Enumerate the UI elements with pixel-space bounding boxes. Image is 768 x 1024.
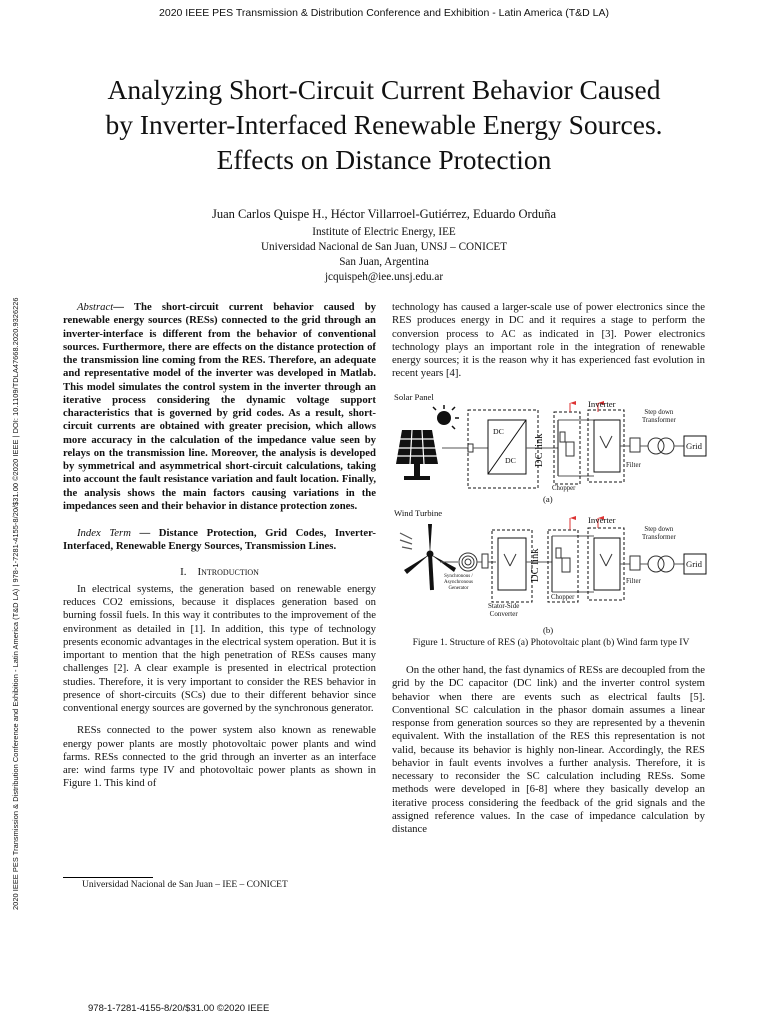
chopper-label-a: Chopper: [552, 485, 576, 492]
figure-1: [392, 390, 710, 652]
copyright-line: 978-1-7281-4155-8/20/$31.00 ©2020 IEEE: [88, 1003, 270, 1014]
wind-turbine-label: Wind Turbine: [394, 508, 443, 518]
dc-link-label-b: DC link: [530, 548, 541, 582]
dc-link-label-a: DC link: [534, 433, 545, 467]
inverter-label-b: Inverter: [588, 515, 616, 525]
figure-caption: Figure 1. Structure of RES (a) Photovoltaic plant (b) Wind farm type IV: [412, 637, 690, 648]
abstract-text: — The short-circuit current behavior caused by renewable energy sources (RESs) connected to the grid through an inverter-interface is different from the behavior of conventional sources. Furthermore, there are effects on the distance protection of the transmission line coming from the RES. Therefore, an adequate and representative model of the inverter was developed in Matlab. This model simulates the control system in the inverter through an iterative process considering the dynamic voltage support characteristics that is governed by grid codes. As a result, short-circuit currents are obtained with greater precision, which allows more accuracy in the calculation of the impedance value seen by relays on the transmission line. Moreover, the analysis is developed by symmetrical and asymmetrical short-circuit calculations, taking into account the fault resistance variation and fault location. Finally, the analysis shows the main factors causing variations in the impedances seen and their behavior in distance protection zones.: [63, 301, 376, 512]
left-column: [63, 301, 376, 791]
abstract: [63, 301, 376, 513]
dc-label-top-a: DC: [493, 427, 504, 436]
step-down-label-a: Step down Transformer: [642, 409, 676, 424]
title-line: by Inverter-Interfaced Renewable Energy Sources.: [105, 109, 663, 140]
right-column-top: [392, 301, 705, 381]
intro-paragraph: In electrical systems, the generation based on renewable energy reduces CO2 emissions, because it displaces generation based on burning fossil fuels. In this way it contributes to the improvement of the environment as detailed in [1]. In addition, this type of technology presents economic advantages in the electrical system operation. But it is important to mention that the high penetration of RESs causes many challenges [2]. A clear example is presented in electrical protection studies. Therefore, it is very important to consider the RES behavior in presence of short-circuits (SCs) due to their different behavior since conventional energy sources are governed by the synchronous generator.: [63, 582, 376, 714]
paper-title: [40, 72, 728, 177]
footnote-rule: [63, 877, 153, 878]
affiliation: [0, 225, 768, 285]
chopper-label-b: Chopper: [551, 594, 575, 601]
intro-paragraph: RESs connected to the power system also known as renewable energy power plants are mostly photovoltaic power plants and wind farms. RESs connected to the grid through an inverter as an interface are: wind farms type IV and photovoltaic power plants as shown in Figure 1. This kind of: [63, 724, 376, 790]
index-terms-text: — Distance Protection, Grid Codes, Inverter-Interfaced, Renewable Energy Sources, Transmission Lines.: [63, 527, 376, 553]
dc-label-bottom-a: DC: [505, 456, 516, 465]
solar-panel-icon: [396, 405, 459, 480]
index-terms-label: Index Term: [77, 527, 131, 539]
affiliation-line: San Juan, Argentina: [339, 256, 429, 268]
subfigure-a-label: (a): [543, 494, 553, 504]
affiliation-line: Institute of Electric Energy, IEE: [312, 226, 456, 238]
footnote: Universidad Nacional de San Juan – IEE – CONICET: [82, 880, 288, 890]
side-identifier-text: 2020 IEEE PES Transmission & Distribution Conference and Exhibition - Latin America (T&D LA) | 978-1-7281-4155-8/20/$31.00 ©2020 IEEE | DOI: 10.1109/TDLA47668.2020.9326226: [11, 297, 20, 910]
generator-label: Synchronous / Asynchronous Generator: [444, 574, 473, 591]
index-terms: [63, 527, 376, 554]
authors: Juan Carlos Quispe H., Héctor Villarroel-Gutiérrez, Eduardo Orduña: [211, 207, 557, 221]
section-number: I.: [180, 565, 187, 578]
affiliation-line: Universidad Nacional de San Juan, UNSJ – CONICET: [260, 241, 508, 253]
filter-label-a: Filter: [626, 462, 641, 469]
subfigure-b-label: (b): [543, 625, 554, 635]
abstract-label: Abstract: [77, 301, 114, 313]
solar-panel-label: Solar Panel: [394, 392, 434, 402]
inverter-label-a: Inverter: [588, 399, 616, 409]
filter-label-b: Filter: [626, 578, 641, 585]
section-title: Introduction: [197, 565, 259, 578]
stator-side-converter-label: Stator-Side Converter: [488, 602, 520, 618]
title-line: Analyzing Short-Circuit Current Behavior Caused: [107, 74, 661, 105]
section-heading: [63, 566, 376, 579]
step-down-label-b: Step down Transformer: [642, 526, 676, 541]
grid-label-a: Grid: [686, 441, 702, 451]
grid-label-b: Grid: [686, 559, 702, 569]
body-paragraph: On the other hand, the fast dynamics of RESs are decoupled from the grid by the DC capacitor (DC link) and the inverter control system behavior when there are events such as electrical faults [5]. Conventional SC calculation in the phasor domain assumes a linear response from generation sources so they are represented by a thevenin equivalent. With the installation of the RES this representation is not valid, because its behavior is highly non-linear. Accordingly, the RES behavior in fault events involves a further analysis. Therefore, it is necessary to reconsider the SC calculation including RESs. Some methods were developed in [6-8] where they basically develop an iterative process considering the feedback of the grid signals and the assigned reference values. In the case of impedance calculation by distance: [392, 664, 705, 835]
title-line: Effects on Distance Protection: [216, 144, 552, 175]
body-paragraph: technology has caused a larger-scale use of power electronics since the RES produces energy in DC and it requires a stage to perform the conversion process to AC as indicated in [3]. Power electronics technology plays an important role in the integration of renewable energy sources; it is the reason why it has experienced fast evolution in recent years [4].: [392, 301, 705, 380]
conference-header: 2020 IEEE PES Transmission & Distribution Conference and Exhibition - Latin America (T&D LA): [159, 7, 609, 19]
author-email: jcquispeh@iee.unsj.edu.ar: [324, 271, 444, 283]
right-column-bottom: [392, 664, 705, 836]
